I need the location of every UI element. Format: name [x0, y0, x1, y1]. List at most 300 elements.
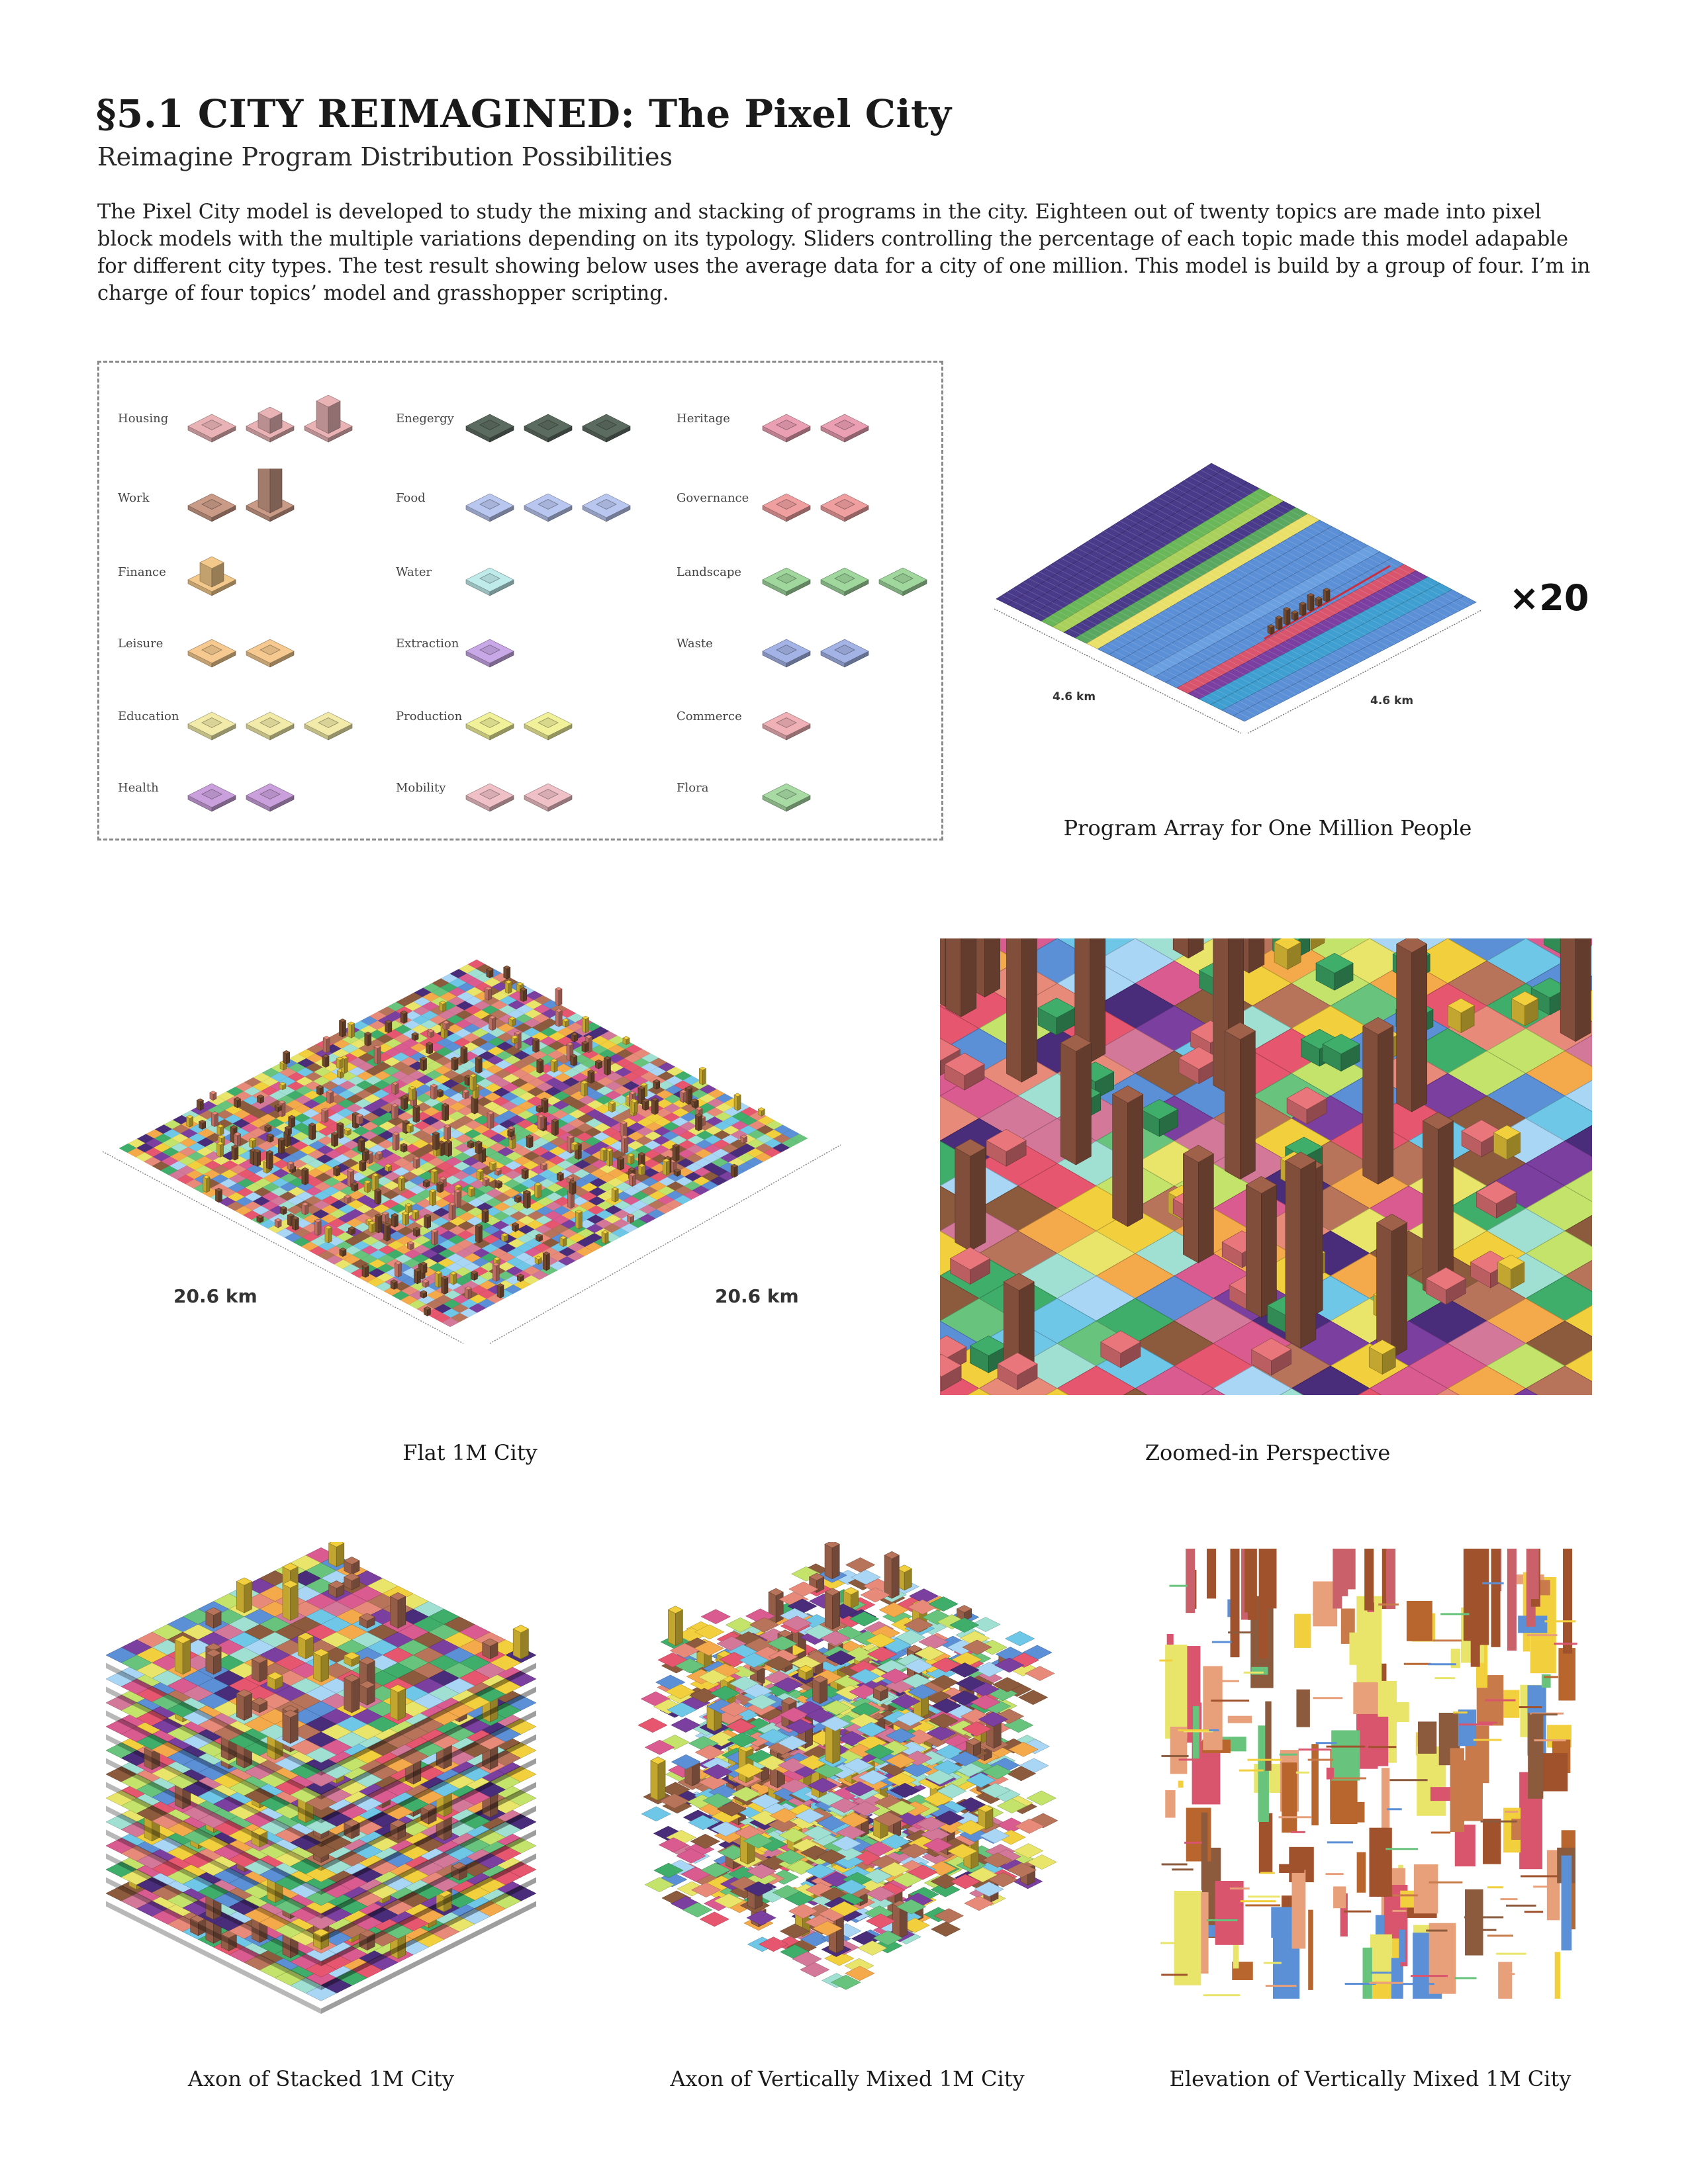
- flat-city-building-side: [305, 1204, 308, 1214]
- legend-label: Education: [118, 709, 179, 723]
- flat-city-building-side: [621, 1158, 624, 1170]
- flat-city-building-side: [214, 1113, 218, 1126]
- flat-city-building-side: [543, 1253, 546, 1271]
- flat-city-building-side: [283, 1052, 287, 1064]
- flat-city-building-side: [330, 1091, 333, 1103]
- flat-city-building-side: [401, 1177, 404, 1191]
- program-block-icon: [184, 543, 240, 602]
- flat-city-building-side: [326, 1056, 329, 1068]
- program-legend: [97, 361, 943, 841]
- flat-city-building-side: [374, 1047, 377, 1064]
- flat-city-building-side: [203, 1177, 207, 1192]
- program-block-icon: [184, 469, 240, 528]
- program-block-icon: [184, 614, 240, 674]
- flat-city-building-side: [323, 1038, 326, 1053]
- flat-city-building-side: [731, 1165, 734, 1177]
- program-block-icon: [817, 469, 872, 528]
- flat-city-building-side: [406, 1213, 409, 1225]
- flat-city-building-side: [238, 1134, 241, 1146]
- flat-city-building-side: [445, 1105, 449, 1120]
- program-block-icon: [462, 614, 518, 674]
- tower-side: [1363, 1026, 1378, 1184]
- legend-item-housing: [118, 389, 383, 449]
- flat-city-building-side: [413, 1107, 416, 1122]
- flat-city-building-side: [424, 1059, 427, 1071]
- flat-city-building-side: [365, 1266, 369, 1277]
- caption-flat-city: Flat 1M City: [402, 1440, 538, 1465]
- flat-city-building-side: [434, 1085, 437, 1099]
- legend-tower-side: [270, 469, 282, 513]
- program-block-icon: [759, 469, 814, 528]
- flat-city-building-side: [683, 1091, 686, 1103]
- flat-city-building-side: [612, 1189, 615, 1202]
- flat-city-building-side: [234, 1134, 238, 1146]
- legend-item-heritage: [677, 389, 941, 449]
- intro-paragraph: The Pixel City model is developed to study the mixing and stacking of programs in the city. Eighteen out of twenty topics are made into pixel block models with the multiple variations depending on its typology. Sliders controlling the percentage of each topic made this model adapable for different city types. The test result showing below uses the average data for a city of one million. This model is build by a group of four. I’m in charge of four topics’ model and grasshopper scripting.: [97, 201, 1591, 305]
- array-tower-side: [1287, 609, 1290, 625]
- flat-city-building-side: [372, 1175, 375, 1191]
- flat-city-building-side: [325, 1110, 328, 1123]
- tower-side: [1225, 1031, 1240, 1179]
- flat-city-building-side: [404, 1097, 408, 1110]
- flat-city-building-side: [215, 1190, 218, 1203]
- flat-city-building-side: [500, 1285, 504, 1298]
- legend-item-food: [396, 469, 661, 528]
- program-block-icon: [875, 543, 931, 602]
- flat-city-building-side: [492, 1264, 496, 1281]
- flat-city-building-side: [235, 1147, 238, 1160]
- flat-city-building-side: [342, 1021, 346, 1037]
- flat-city-building-side: [696, 1115, 699, 1131]
- flat-city-building-side: [507, 968, 510, 979]
- flat-city-building-side: [344, 1058, 348, 1073]
- flat-city-building-side: [392, 1083, 395, 1095]
- flat-city-building-side: [535, 1184, 538, 1198]
- flat-city-building-side: [250, 1150, 254, 1165]
- flat-city-building-side: [322, 1110, 325, 1123]
- legend-item-governance: [677, 469, 941, 528]
- flat-city-building-side: [540, 1060, 543, 1073]
- flat-city-building-side: [555, 989, 559, 1005]
- tower-side: [1006, 938, 1021, 1082]
- flat-city-building-side: [435, 1273, 438, 1288]
- flat-city-building-side: [473, 1075, 477, 1091]
- stacked-cube: [106, 1542, 536, 2014]
- legend-item-commerce: [677, 687, 941, 747]
- legend-item-health: [118, 758, 383, 818]
- legend-item-landscape: [677, 543, 941, 602]
- flat-city-building-side: [433, 1191, 436, 1206]
- legend-label: Production: [396, 709, 463, 723]
- legend-label: Extraction: [396, 637, 459, 651]
- tower-side: [1183, 1154, 1198, 1263]
- flat-city-building-side: [445, 1142, 449, 1156]
- flat-city-building-side: [379, 1216, 382, 1233]
- flat-city-building-side: [604, 1058, 607, 1075]
- flat-city-building-side: [491, 1113, 494, 1129]
- flat-city-building-side: [651, 1099, 655, 1115]
- flat-city-building-side: [538, 1184, 541, 1198]
- flat-city-building-side: [555, 1011, 559, 1026]
- legend-item-production: [396, 687, 661, 747]
- tower-side: [961, 938, 976, 1017]
- stacked-city-figure: [96, 1542, 546, 2019]
- flat-city-building-side: [375, 1216, 379, 1233]
- flat-city-building-side: [339, 1021, 342, 1037]
- tower-side: [1240, 1031, 1255, 1179]
- program-block-icon: [759, 614, 814, 674]
- program-block-icon: [184, 687, 240, 747]
- flat-city-building-side: [438, 1273, 442, 1288]
- flat-city-building-side: [667, 1160, 670, 1175]
- flat-city-building-side: [431, 1231, 434, 1246]
- tower-side: [1090, 938, 1105, 1062]
- tower-side: [1198, 1154, 1213, 1263]
- flat-city-building-side: [424, 1216, 428, 1228]
- flat-city-building-side: [409, 1088, 412, 1101]
- flat-city-building-side: [479, 1058, 482, 1073]
- legend-item-education: [118, 687, 383, 747]
- flat-city-building-side: [402, 1122, 406, 1134]
- flat-city-building-side: [430, 1191, 433, 1206]
- flat-city-building-side: [582, 1018, 585, 1033]
- flat-city-building-side: [526, 1136, 530, 1148]
- flat-city-building-side: [631, 1101, 634, 1114]
- program-block-icon: [817, 389, 872, 449]
- program-block-icon: [184, 389, 240, 449]
- flat-city-building-side: [487, 1113, 491, 1129]
- flat-city-building-side: [471, 1097, 475, 1114]
- tower-side: [1246, 1185, 1261, 1317]
- tower-side: [1286, 1161, 1301, 1348]
- flat-city-building-side: [282, 1102, 285, 1116]
- legend-label: Heritage: [677, 412, 730, 426]
- flat-city-building-side: [567, 1044, 570, 1061]
- flat-city-building-side: [676, 1146, 679, 1161]
- program-block-icon: [462, 543, 518, 602]
- flat-city-building-side: [450, 1273, 453, 1285]
- legend-label: Enegergy: [396, 412, 454, 426]
- flat-city-building-side: [220, 1144, 224, 1158]
- program-block-icon: [759, 389, 814, 449]
- legend-item-waste: [677, 614, 941, 674]
- flat-city-building-side: [398, 1263, 401, 1277]
- flat-city-building-side: [518, 1033, 521, 1050]
- flat-city-building-side: [457, 1191, 461, 1208]
- flat-city-building-side: [591, 1071, 594, 1083]
- flat-city-building-side: [555, 1120, 558, 1136]
- flat-city-building-side: [326, 1091, 330, 1103]
- flat-city-building-side: [387, 1225, 391, 1242]
- flat-city-building-side: [638, 1088, 641, 1105]
- flat-city-building-side: [433, 1133, 436, 1150]
- flat-city-building-side: [312, 1124, 316, 1140]
- array-tower-side: [1327, 590, 1330, 602]
- flat-city-building-side: [287, 1052, 290, 1064]
- program-block-icon: [462, 758, 518, 818]
- flat-city-building-side: [663, 1160, 667, 1175]
- flat-city-building-side: [375, 1191, 378, 1205]
- flat-city-building-side: [447, 1126, 451, 1140]
- flat-city-building-side: [218, 1190, 222, 1203]
- flat-city-building-side: [588, 1036, 592, 1052]
- flat-city-building-side: [605, 1232, 608, 1244]
- flat-city-building-side: [358, 1140, 361, 1152]
- flat-city-building-side: [404, 1013, 407, 1024]
- flat-city-building-side: [400, 1013, 404, 1024]
- tower-side: [1301, 1161, 1316, 1348]
- flat-city-building-side: [600, 1149, 604, 1161]
- flat-city-building-side: [536, 1040, 539, 1053]
- page-subtitle: Reimagine Program Distribution Possibilities: [97, 142, 673, 171]
- flat-city-building-side: [620, 1123, 624, 1138]
- flat-city-building-side: [483, 1149, 486, 1163]
- legend-item-work: [118, 469, 383, 528]
- legend-label: Housing: [118, 412, 169, 426]
- array-tower-side: [1303, 604, 1306, 616]
- dimension-label-right: 20.6 km: [715, 1285, 799, 1307]
- flat-city-building-side: [524, 1193, 527, 1209]
- flat-city-building-side: [470, 1075, 473, 1091]
- flat-city-building-side: [258, 1151, 261, 1166]
- flat-city-building-side: [461, 1048, 464, 1064]
- flat-city-building-side: [322, 1056, 326, 1068]
- program-block-icon: [520, 758, 576, 818]
- program-block-icon: [242, 758, 298, 818]
- legend-label: Flora: [677, 781, 709, 795]
- flat-city-building-side: [442, 1278, 445, 1295]
- legend-item-water: [396, 543, 661, 602]
- flat-city-building-side: [482, 1210, 485, 1223]
- program-block-icon: [520, 389, 576, 449]
- array-tower-side: [1284, 609, 1287, 625]
- flat-city-building-side: [305, 1169, 308, 1185]
- flat-city-building-side: [505, 982, 508, 994]
- flat-city-building-side: [314, 1220, 318, 1235]
- flat-city-building-side: [479, 1142, 482, 1154]
- flat-city-building-side: [254, 1151, 258, 1166]
- flat-city-building-side: [368, 1034, 371, 1046]
- caption-program-array: Program Array for One Million People: [1063, 815, 1472, 841]
- legend-item-enegergy: [396, 389, 661, 449]
- tower-side: [1412, 944, 1427, 1112]
- tower-side: [970, 1148, 986, 1251]
- flat-city-grid: [119, 960, 808, 1327]
- flat-city-building-side: [537, 1060, 540, 1073]
- array-tower-side: [1307, 595, 1311, 612]
- flat-city-building-side: [393, 1134, 396, 1151]
- flat-city-building-side: [702, 1069, 706, 1085]
- flat-city-building-side: [475, 1226, 479, 1243]
- tower-side: [1128, 1095, 1143, 1227]
- legend-label: Waste: [677, 637, 713, 651]
- flat-city-building-side: [607, 1058, 610, 1075]
- dimension-label-left: 4.6 km: [1053, 690, 1096, 704]
- flat-city-building-side: [230, 1127, 234, 1143]
- flat-city-building-side: [455, 1058, 458, 1070]
- tower-side: [1021, 938, 1037, 1082]
- flat-city-building-side: [573, 1182, 576, 1195]
- program-block-icon: [462, 389, 518, 449]
- flat-city-building-side: [281, 1139, 285, 1154]
- flat-city-building-side: [385, 1022, 389, 1033]
- flat-city-building-side: [734, 1165, 737, 1177]
- flat-city-building-side: [389, 1022, 392, 1033]
- tower-side: [1378, 1026, 1393, 1184]
- program-block-icon: [759, 543, 814, 602]
- flat-city-building-side: [655, 1099, 658, 1115]
- tower-side: [955, 1148, 970, 1251]
- flat-city-building-side: [442, 1142, 445, 1156]
- flat-city-building-side: [434, 1231, 438, 1246]
- dimension-label-left: 20.6 km: [173, 1285, 258, 1307]
- tower-side: [1392, 1222, 1407, 1357]
- tower-side: [1423, 1121, 1438, 1298]
- program-block-icon: [520, 469, 576, 528]
- flat-city-building-side: [673, 1146, 676, 1161]
- flat-city-building-side: [352, 1114, 355, 1128]
- legend-label: Water: [396, 565, 432, 579]
- array-tower-side: [1299, 604, 1303, 616]
- program-block-icon: [184, 758, 240, 818]
- flat-city-building-side: [604, 1149, 607, 1161]
- flat-city-building-side: [335, 1134, 338, 1147]
- flat-city-building-side: [615, 1189, 618, 1202]
- flat-city-building-side: [348, 1171, 351, 1187]
- flat-city-building-side: [395, 1263, 398, 1277]
- flat-city-building-side: [496, 1264, 499, 1281]
- flat-city-building-side: [428, 1216, 431, 1228]
- legend-label: Commerce: [677, 709, 742, 723]
- perspective-figure: [940, 938, 1592, 1395]
- flat-city-building-side: [527, 1193, 530, 1209]
- flat-city-building-side: [348, 1023, 351, 1038]
- flat-city-building-side: [492, 1017, 496, 1030]
- flat-city-building-side: [546, 1253, 549, 1271]
- flat-city-building-side: [538, 1116, 541, 1130]
- multiplier-label: ×20: [1509, 577, 1589, 619]
- flat-city-building-side: [497, 1285, 500, 1298]
- flat-city-building-side: [295, 1218, 299, 1230]
- flat-city-building-side: [452, 1204, 455, 1220]
- flat-city-building-side: [554, 1060, 557, 1072]
- flat-city-building-side: [364, 1182, 367, 1193]
- legend-label: Leisure: [118, 637, 164, 651]
- array-tower-side: [1279, 617, 1282, 630]
- dimension-label-right: 4.6 km: [1370, 694, 1414, 707]
- flat-city-building-side: [475, 1058, 479, 1073]
- flat-city-building-side: [699, 1069, 702, 1085]
- program-block-icon: [759, 687, 814, 747]
- flat-city-building-side: [737, 1095, 741, 1111]
- legend-item-flora: [677, 758, 941, 818]
- program-block-icon: [242, 389, 298, 449]
- legend-item-extraction: [396, 614, 661, 674]
- legend-label: Finance: [118, 565, 166, 579]
- tower-side: [1560, 938, 1575, 1042]
- program-block-icon: [817, 614, 872, 674]
- tower-side: [985, 938, 1000, 997]
- caption-perspective: Zoomed-in Perspective: [1145, 1440, 1391, 1465]
- flat-city-building-side: [585, 1082, 588, 1096]
- flat-city-building-side: [417, 1270, 420, 1284]
- flat-city-building-side: [309, 1124, 312, 1140]
- flat-city-building-side: [445, 1278, 448, 1295]
- array-tower-side: [1276, 617, 1279, 630]
- flat-city-building-side: [325, 1228, 328, 1243]
- flat-city-building-side: [362, 1266, 365, 1277]
- flat-city-building-side: [211, 1113, 214, 1126]
- flat-city-building-side: [579, 1212, 582, 1229]
- flat-city-building-side: [395, 1083, 399, 1095]
- flat-city-building-side: [524, 989, 527, 1002]
- flat-city-building-side: [378, 1191, 381, 1205]
- flat-city-building-side: [489, 1017, 492, 1030]
- tower-side: [940, 938, 945, 1007]
- program-block-icon: [242, 614, 298, 674]
- flat-city-building-side: [559, 989, 562, 1005]
- program-array-figure: [986, 450, 1503, 754]
- legend-label: Mobility: [396, 781, 446, 795]
- flat-city-building-side: [475, 1142, 479, 1154]
- flat-city-building-side: [412, 1088, 416, 1101]
- flat-city-building-side: [420, 1059, 424, 1071]
- flat-city-building-side: [444, 1126, 447, 1140]
- program-block-icon: [242, 469, 298, 528]
- flat-city-building-side: [551, 1120, 555, 1136]
- flat-city-building-side: [302, 1169, 305, 1185]
- flat-city-building-side: [533, 1040, 536, 1053]
- flat-city-building-side: [431, 1171, 434, 1184]
- flat-city-building-side: [449, 1204, 452, 1220]
- flat-city-building-side: [332, 1134, 335, 1147]
- flat-city-building-side: [398, 1177, 401, 1191]
- flat-city-building-side: [485, 988, 489, 1000]
- flat-city-building-side: [699, 1115, 702, 1131]
- tower-side: [1113, 1095, 1128, 1227]
- flat-city-building-side: [479, 1226, 482, 1243]
- flat-city-building-side: [624, 1123, 627, 1138]
- flat-city-building-side: [453, 1273, 457, 1285]
- flat-city-building-side: [340, 1124, 344, 1138]
- flat-city-building-side: [287, 1215, 291, 1226]
- flat-city-building-side: [634, 1101, 637, 1114]
- flat-city-building-side: [434, 1171, 438, 1184]
- flat-city-building-side: [475, 1097, 478, 1114]
- legend-label: Governance: [677, 491, 749, 505]
- legend-label: Work: [118, 491, 150, 505]
- legend-item-leisure: [118, 614, 383, 674]
- flat-city-building-side: [629, 1175, 632, 1187]
- program-block-icon: [579, 389, 634, 449]
- flat-city-building-side: [680, 1091, 683, 1103]
- flat-city-building-side: [384, 1225, 387, 1242]
- flat-city-building-side: [610, 1150, 613, 1166]
- flat-city-building-side: [588, 1071, 591, 1083]
- legend-label: Health: [118, 781, 159, 795]
- flat-city-building-side: [489, 988, 492, 1000]
- program-block-icon: [759, 758, 814, 818]
- flat-city-building-side: [292, 1218, 295, 1230]
- flat-city-building-side: [632, 1175, 635, 1187]
- program-block-icon: [579, 469, 634, 528]
- flat-city-building-side: [326, 1038, 330, 1053]
- program-array-strips: [996, 463, 1476, 721]
- flat-city-building-side: [328, 1228, 332, 1243]
- legend-item-mobility: [396, 758, 661, 818]
- flat-city-building-side: [567, 1137, 571, 1154]
- flat-city-building-side: [278, 1139, 281, 1154]
